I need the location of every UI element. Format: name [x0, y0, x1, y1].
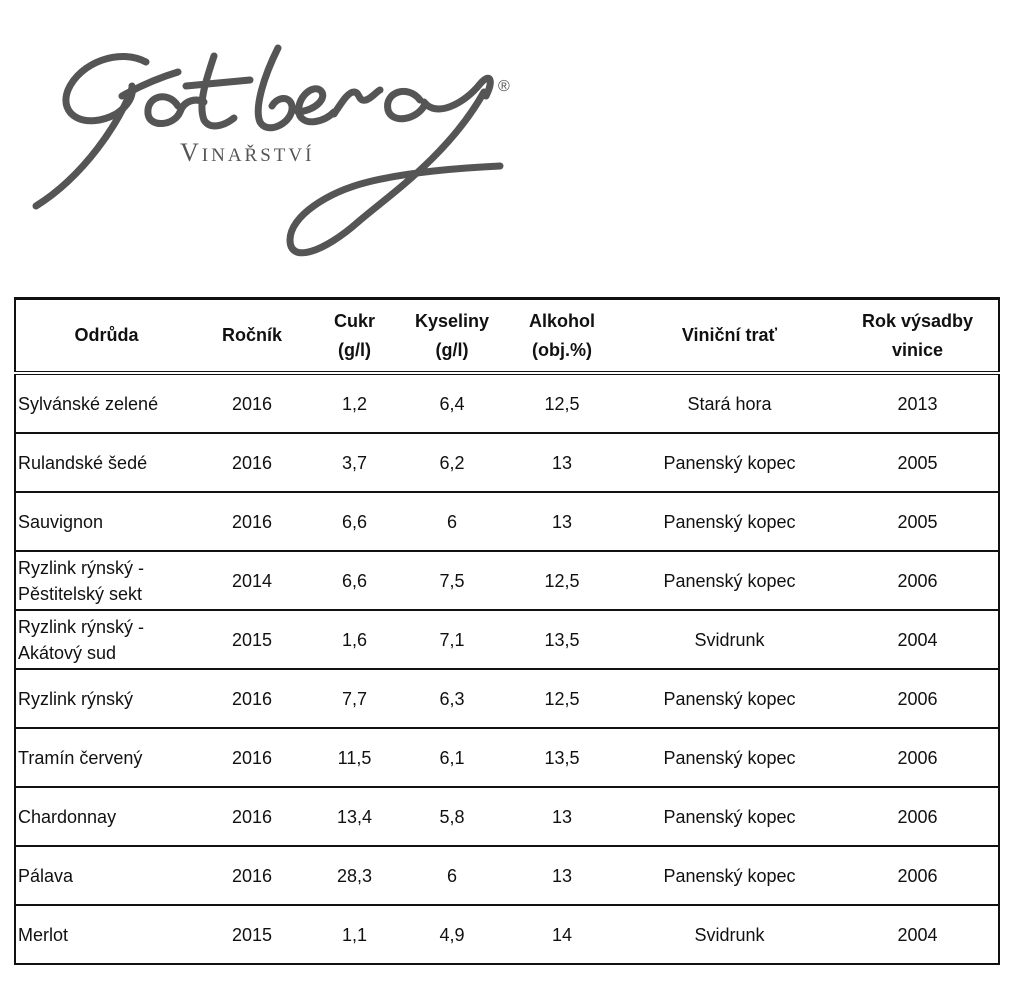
- logo-subtitle-initial: V: [180, 138, 202, 167]
- cell-planting-year: 2004: [897, 924, 938, 945]
- table-row: [15, 846, 999, 905]
- cell-planting-year: 2006: [837, 728, 999, 787]
- cell-variety: Chardonnay: [15, 787, 197, 846]
- header-variety: Odrůda: [15, 299, 197, 374]
- cell-alcohol: 13: [502, 787, 622, 846]
- cell-sugar: 7,7: [307, 669, 402, 728]
- header-vineyard: Viniční trať: [622, 299, 837, 374]
- cell-vintage: 2016: [197, 373, 307, 433]
- table-row: [15, 373, 999, 433]
- table-row: [15, 492, 999, 551]
- cell-acids: 6,3: [402, 669, 502, 728]
- cell-alcohol: 13: [502, 492, 622, 551]
- header-planting-year: Rok výsadby vinice: [837, 299, 999, 374]
- cell-vintage: 2015: [197, 610, 307, 669]
- cell-planting-year: 2006: [837, 787, 999, 846]
- header-vintage: Ročník: [197, 299, 307, 374]
- cell-variety: Merlot: [18, 924, 69, 945]
- cell-acids: 7,5: [402, 551, 502, 610]
- cell-sugar: 3,7: [307, 433, 402, 492]
- table-row: [15, 787, 999, 846]
- cell-variety: Ryzlink rýnský - Pěstitelský sekt: [15, 551, 197, 610]
- cell-acids: 6,2: [402, 433, 502, 492]
- cell-variety: Ryzlink rýnský: [15, 669, 197, 728]
- table-row: [15, 669, 999, 728]
- cell-vineyard: Stará hora: [622, 373, 837, 433]
- cell-variety: Pálava: [15, 846, 197, 905]
- header-sugar: Cukr (g/l): [307, 299, 402, 374]
- cell-alcohol: 13,5: [502, 610, 622, 669]
- cell-acids: 6: [402, 846, 502, 905]
- registered-mark: ®: [498, 78, 510, 95]
- cell-acids: 6,1: [402, 728, 502, 787]
- cell-vintage: 2016: [197, 433, 307, 492]
- cell-vineyard: Panenský kopec: [622, 551, 837, 610]
- cell-planting-year: 2006: [837, 551, 999, 610]
- header-alcohol: Alkohol (obj.%): [502, 299, 622, 374]
- cell-vineyard: Panenský kopec: [622, 669, 837, 728]
- cell-acids: 5,8: [402, 787, 502, 846]
- cell-sugar: 13,4: [307, 787, 402, 846]
- cell-variety: Sauvignon: [15, 492, 197, 551]
- cell-vintage: 2016: [197, 669, 307, 728]
- cell-planting-year: 2006: [837, 846, 999, 905]
- cell-alcohol: 13: [502, 433, 622, 492]
- logo-subtitle-rest: INAŘSTVÍ: [201, 145, 315, 166]
- cell-planting-year: 2005: [837, 492, 999, 551]
- cell-vineyard: Panenský kopec: [622, 433, 837, 492]
- cell-sugar: 6,6: [307, 492, 402, 551]
- cell-sugar: 1,2: [307, 373, 402, 433]
- cell-acids: 4,9: [439, 924, 465, 945]
- cell-vintage: 2016: [197, 787, 307, 846]
- cell-vineyard: Panenský kopec: [622, 846, 837, 905]
- cell-vintage: 2016: [197, 846, 307, 905]
- cell-vintage: 2014: [197, 551, 307, 610]
- cell-alcohol: 13,5: [502, 728, 622, 787]
- winery-logo: [28, 26, 528, 276]
- cell-vintage: 2016: [197, 728, 307, 787]
- cell-vineyard: Svidrunk: [622, 610, 837, 669]
- cell-acids: 7,1: [402, 610, 502, 669]
- cell-planting-year: 2013: [837, 373, 999, 433]
- cell-vintage: 2015: [231, 924, 273, 945]
- cell-sugar: 28,3: [307, 846, 402, 905]
- wine-parameters-table: [14, 297, 1000, 965]
- cell-planting-year: 2004: [837, 610, 999, 669]
- cell-vineyard: Svidrunk: [694, 924, 765, 945]
- table-row: [15, 433, 999, 492]
- cell-acids: 6: [402, 492, 502, 551]
- cell-sugar: 1,1: [341, 924, 368, 945]
- cell-vineyard: Panenský kopec: [622, 492, 837, 551]
- cell-alcohol: 12,5: [502, 551, 622, 610]
- table-row: [15, 905, 999, 964]
- cell-sugar: 11,5: [307, 728, 402, 787]
- cell-sugar: 6,6: [307, 551, 402, 610]
- cell-variety: Sylvánské zelené: [15, 373, 197, 433]
- cell-vineyard: Panenský kopec: [622, 787, 837, 846]
- cell-alcohol: 13: [502, 846, 622, 905]
- table-header-row: [15, 299, 999, 374]
- cell-variety: Ryzlink rýnský - Akátový sud: [15, 610, 197, 669]
- cell-planting-year: 2005: [837, 433, 999, 492]
- cell-alcohol: 12,5: [502, 373, 622, 433]
- cell-acids: 6,4: [402, 373, 502, 433]
- table-row: [15, 610, 999, 669]
- cell-planting-year: 2006: [837, 669, 999, 728]
- cell-variety: Rulandské šedé: [15, 433, 197, 492]
- table-row: [15, 728, 999, 787]
- cell-alcohol: 14: [551, 924, 573, 945]
- table-row: [15, 551, 999, 610]
- header-acids: Kyseliny (g/l): [402, 299, 502, 374]
- logo-subtitle: [180, 138, 314, 168]
- cell-sugar: 1,6: [307, 610, 402, 669]
- cell-alcohol: 12,5: [502, 669, 622, 728]
- cell-vintage: 2016: [197, 492, 307, 551]
- cell-variety: Tramín červený: [15, 728, 197, 787]
- cell-vineyard: Panenský kopec: [622, 728, 837, 787]
